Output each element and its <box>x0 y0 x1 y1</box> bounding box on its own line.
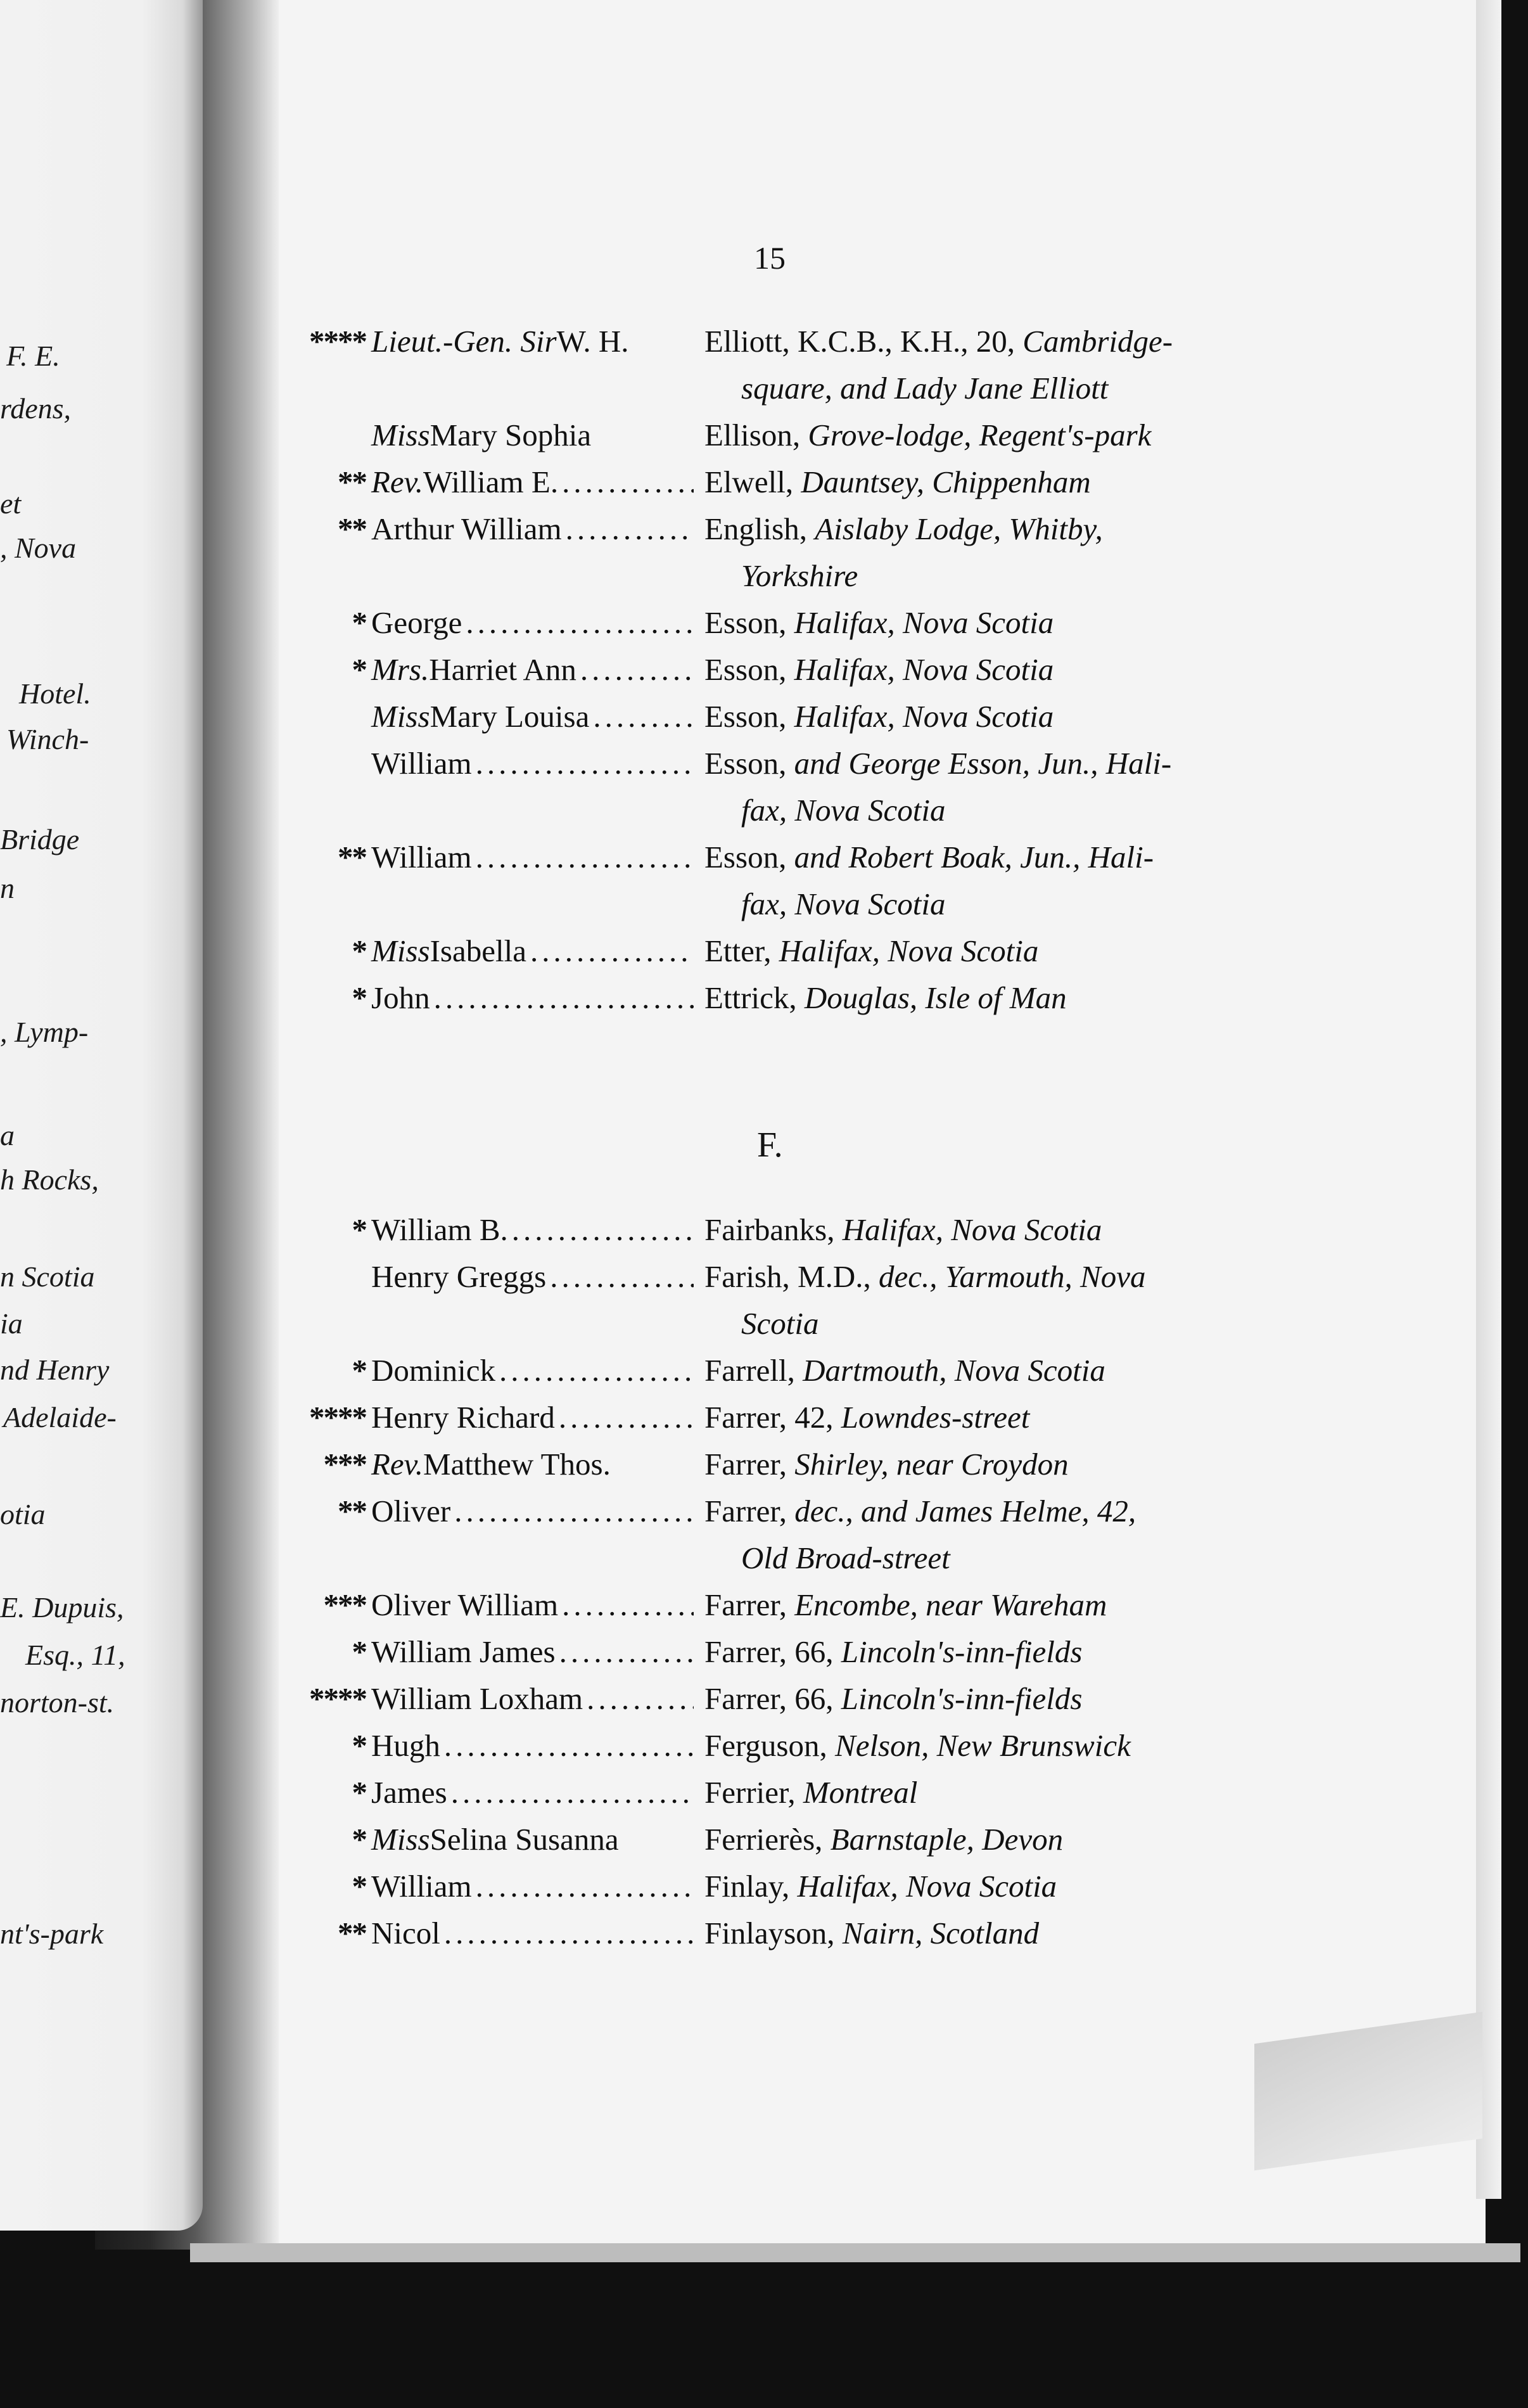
detail-italic: Halifax, Nova Scotia <box>797 1869 1057 1904</box>
subscriber-entry <box>0 1399 1528 1444</box>
surname: Ferrier, <box>704 1775 803 1810</box>
facing-fragment: F. E. <box>6 340 60 372</box>
given-name: Henry Greggs <box>371 1259 547 1294</box>
leader-dots <box>576 651 694 688</box>
entry-detail <box>704 1587 1249 1623</box>
star-marker: * <box>352 1775 366 1810</box>
continuation-text: Scotia <box>741 1306 819 1341</box>
star-marker: **** <box>309 1400 366 1435</box>
detail-italic: dec., and James Helme, 42, <box>794 1494 1136 1528</box>
facing-fragment: ia <box>0 1307 23 1340</box>
detail-italic: Aislaby Lodge, Whitby, <box>815 511 1103 546</box>
entry-name-column <box>298 1587 694 1623</box>
leader-dots <box>555 1399 694 1435</box>
surname: Farrer, <box>704 1634 795 1669</box>
entry-name-column <box>298 1493 694 1529</box>
surname: Farrer, <box>704 1494 795 1528</box>
subscriber-entry <box>0 1446 1528 1490</box>
entry-detail <box>704 1399 1249 1435</box>
entry-name-column <box>298 1681 694 1717</box>
facing-fragment: a <box>0 1119 15 1151</box>
given-name: Oliver <box>371 1494 451 1528</box>
surname: Elwell, <box>704 464 801 499</box>
entry-detail <box>704 1821 1249 1857</box>
given-name: Dominick <box>371 1353 495 1388</box>
detail-italic: Montreal <box>803 1775 918 1810</box>
entry-detail <box>704 1258 1249 1295</box>
star-marker: * <box>352 652 366 687</box>
detail-italic: Cambridge- <box>1022 324 1173 359</box>
subscriber-entry <box>0 1821 1528 1866</box>
entry-detail <box>704 745 1249 781</box>
surname: Finlay, <box>704 1869 798 1904</box>
subscriber-entry <box>0 1212 1528 1256</box>
detail-roman: 42, <box>794 1400 841 1435</box>
star-marker: * <box>352 1212 366 1247</box>
leader-dots <box>589 698 694 734</box>
entry-name-column <box>298 980 694 1016</box>
entry-detail <box>704 605 1249 641</box>
subscriber-entry <box>0 1352 1528 1397</box>
entry-detail <box>704 323 1249 359</box>
entry-name-column <box>298 323 694 359</box>
entry-name-column <box>298 933 694 969</box>
leader-dots <box>430 980 694 1016</box>
star-marker: **** <box>309 324 366 359</box>
entry-detail <box>704 698 1249 734</box>
entry-name-column <box>298 1915 694 1951</box>
detail-italic: Lincoln's-inn-fields <box>841 1634 1083 1669</box>
facing-fragment: rdens, <box>0 392 72 425</box>
leader-dots <box>472 839 694 875</box>
surname: English, <box>704 511 815 546</box>
given-name: Nicol <box>371 1916 440 1950</box>
leader-dots <box>526 933 694 969</box>
given-name: William Loxham <box>371 1681 583 1716</box>
entry-detail <box>704 980 1249 1016</box>
facing-fragment: Bridge <box>0 823 80 855</box>
star-marker: *** <box>323 1587 366 1622</box>
subscriber-entry <box>0 1868 1528 1912</box>
surname: Ferrierès, <box>704 1822 831 1857</box>
star-marker: * <box>352 1634 366 1669</box>
detail-italic: Halifax, Nova Scotia <box>779 933 1039 968</box>
entry-name-column <box>298 651 694 688</box>
given-name: Henry Richard <box>371 1400 555 1435</box>
surname: Farrer, <box>704 1681 795 1716</box>
surname: Farrer, <box>704 1447 795 1482</box>
detail-italic: and Robert Boak, Jun., Hali- <box>794 840 1154 874</box>
facing-fragment: norton-st. <box>0 1686 115 1719</box>
given-name: Selina Susanna <box>430 1822 619 1857</box>
leader-dots <box>558 1587 694 1623</box>
surname: Esson, <box>704 605 794 640</box>
facing-fragment: , Nova <box>0 532 77 564</box>
leader-dots <box>462 605 694 641</box>
subscriber-entry <box>0 1258 1528 1303</box>
detail-italic: Encombe, near Wareham <box>794 1587 1107 1622</box>
leader-dots <box>546 1258 694 1295</box>
detail-italic: Halifax, Nova Scotia <box>794 605 1054 640</box>
entry-detail <box>704 1727 1249 1764</box>
entry-name-column <box>298 745 694 781</box>
star-marker: ** <box>338 1494 366 1528</box>
given-name: George <box>371 605 462 640</box>
entry-detail <box>704 839 1249 875</box>
entry-name-column <box>298 1399 694 1435</box>
subscriber-entry <box>0 511 1528 555</box>
surname: Ferguson, <box>704 1728 836 1763</box>
surname: Esson, <box>704 840 794 874</box>
surname: Farrer, <box>704 1400 795 1435</box>
continuation-text: fax, Nova Scotia <box>741 887 946 921</box>
subscriber-entry <box>0 980 1528 1024</box>
detail-italic: Nelson, New Brunswick <box>835 1728 1131 1763</box>
star-marker: * <box>352 1728 366 1763</box>
entry-detail <box>704 464 1249 500</box>
leader-dots <box>447 1774 694 1810</box>
continuation-text: Yorkshire <box>741 558 858 593</box>
leader-dots <box>558 464 694 500</box>
leader-dots <box>556 1634 694 1670</box>
star-marker: ** <box>338 464 366 499</box>
name-title: Mrs. <box>371 652 430 687</box>
entry-detail <box>704 1352 1249 1388</box>
surname: Esson, <box>704 652 794 687</box>
leader-dots <box>440 1915 694 1951</box>
leader-dots <box>450 1493 694 1529</box>
given-name: John <box>371 980 430 1015</box>
detail-italic: Halifax, Nova Scotia <box>842 1212 1102 1247</box>
facing-fragment: h Rocks, <box>0 1163 99 1196</box>
entry-name-column <box>298 1868 694 1904</box>
subscriber-entry <box>0 933 1528 977</box>
surname: Esson, <box>704 746 794 781</box>
subscriber-entry <box>0 323 1528 368</box>
entry-detail <box>704 1868 1249 1904</box>
star-marker: * <box>352 605 366 640</box>
subscriber-entry <box>0 839 1528 883</box>
star-marker: *** <box>323 1447 366 1482</box>
leader-dots <box>562 511 694 547</box>
entry-continuation <box>741 558 858 594</box>
star-marker: * <box>352 933 366 968</box>
continuation-text: Old Broad-street <box>741 1540 950 1575</box>
entry-detail <box>704 1681 1249 1717</box>
subscriber-entry <box>0 1634 1528 1678</box>
facing-fragment: n Scotia <box>0 1260 95 1293</box>
leader-dots <box>508 1212 694 1248</box>
detail-italic: Nairn, Scotland <box>842 1916 1040 1950</box>
given-name: William E. <box>423 464 559 499</box>
entry-detail <box>704 1446 1249 1482</box>
name-title: Rev. <box>371 1447 424 1482</box>
detail-roman: K.C.B., K.H., 20, <box>798 324 1023 359</box>
facing-fragment: et <box>0 487 22 520</box>
entry-continuation <box>741 792 946 828</box>
detail-roman: 66, <box>794 1634 841 1669</box>
star-marker: * <box>352 980 366 1015</box>
entry-name-column <box>298 1212 694 1248</box>
name-title: Rev. <box>371 464 424 499</box>
entry-name-column <box>298 1634 694 1670</box>
detail-italic: dec., Yarmouth, Nova <box>878 1259 1146 1294</box>
facing-fragment: Esq., 11, <box>25 1639 125 1671</box>
given-name: Isabella <box>430 933 526 968</box>
star-marker: ** <box>338 1916 366 1950</box>
given-name: Hugh <box>371 1728 440 1763</box>
given-name: William James <box>371 1634 556 1669</box>
detail-italic: Dartmouth, Nova Scotia <box>803 1353 1105 1388</box>
entry-name-column <box>298 839 694 875</box>
subscriber-entry <box>0 1915 1528 1959</box>
subscriber-entry <box>0 651 1528 696</box>
subscriber-entry <box>0 698 1528 743</box>
facing-fragment: Winch- <box>6 723 89 755</box>
facing-fragment: Adelaide- <box>3 1401 117 1433</box>
entry-name-column <box>298 464 694 500</box>
given-name: William <box>371 1869 472 1904</box>
entry-name-column <box>298 417 694 453</box>
entry-detail <box>704 1493 1249 1529</box>
subscriber-entry <box>0 605 1528 649</box>
subscriber-entry <box>0 417 1528 461</box>
entry-continuation <box>741 1540 950 1576</box>
leader-dots <box>472 1868 694 1904</box>
entry-continuation <box>741 1305 818 1342</box>
given-name: William <box>371 840 472 874</box>
subscriber-entry <box>0 1774 1528 1819</box>
continuation-text: fax, Nova Scotia <box>741 793 946 828</box>
detail-roman: M.D., <box>798 1259 879 1294</box>
surname: Esson, <box>704 699 794 734</box>
detail-italic: Shirley, near Croydon <box>794 1447 1069 1482</box>
surname: Ettrick, <box>704 980 805 1015</box>
entry-name-column <box>298 1352 694 1388</box>
entry-name-column <box>298 1727 694 1764</box>
detail-italic: Grove-lodge, Regent's-park <box>808 418 1152 452</box>
name-title: Miss <box>371 1822 430 1857</box>
given-name: Oliver William <box>371 1587 559 1622</box>
leader-dots <box>583 1681 694 1717</box>
facing-fragment: E. Dupuis, <box>0 1591 124 1623</box>
surname: Farrer, <box>704 1587 795 1622</box>
entry-name-column <box>298 698 694 734</box>
star-marker: * <box>352 1822 366 1857</box>
given-name: Matthew Thos. <box>423 1447 611 1482</box>
detail-italic: Halifax, Nova Scotia <box>794 652 1054 687</box>
facing-fragment: , Lymp- <box>0 1016 89 1048</box>
entry-detail <box>704 933 1249 969</box>
entry-continuation <box>741 886 946 922</box>
detail-italic: Halifax, Nova Scotia <box>794 699 1054 734</box>
subscriber-entry <box>0 745 1528 790</box>
surname: Finlayson, <box>704 1916 843 1950</box>
surname: Ellison, <box>704 418 808 452</box>
star-marker: ** <box>338 840 366 874</box>
surname: Farish, <box>704 1259 798 1294</box>
given-name: W. H. <box>556 324 629 359</box>
leader-dots <box>440 1727 694 1764</box>
leader-dots <box>472 745 694 781</box>
given-name: Mary Sophia <box>430 418 592 452</box>
entry-name-column <box>298 1821 694 1857</box>
entry-detail <box>704 417 1249 453</box>
star-marker: * <box>352 1353 366 1388</box>
page-number: 15 <box>754 240 786 276</box>
surname: Elliott, <box>704 324 798 359</box>
subscriber-entry <box>0 1587 1528 1631</box>
detail-italic: Lincoln's-inn-fields <box>841 1681 1083 1716</box>
facing-fragment: nt's-park <box>0 1918 104 1950</box>
facing-fragment: n <box>0 872 15 904</box>
entry-continuation <box>741 370 1108 406</box>
subscriber-entry <box>0 464 1528 508</box>
detail-italic: Barnstaple, Devon <box>830 1822 1064 1857</box>
entry-detail <box>704 1774 1249 1810</box>
subscriber-entry <box>0 1727 1528 1772</box>
star-marker: ** <box>338 511 366 546</box>
entry-detail <box>704 1634 1249 1670</box>
given-name: Arthur William <box>371 511 562 546</box>
facing-fragment: nd Henry <box>0 1354 110 1386</box>
entry-detail <box>704 651 1249 688</box>
detail-italic: Douglas, Isle of Man <box>804 980 1067 1015</box>
detail-italic: and George Esson, Jun., Hali- <box>794 746 1172 781</box>
facing-fragment: otia <box>0 1498 46 1530</box>
detail-italic: Lowndes-street <box>841 1400 1030 1435</box>
detail-italic: Dauntsey, Chippenham <box>801 464 1091 499</box>
entry-detail <box>704 511 1249 547</box>
name-title: Miss <box>371 699 430 734</box>
surname: Farrell, <box>704 1353 803 1388</box>
surname: Etter, <box>704 933 779 968</box>
given-name: Mary Louisa <box>430 699 590 734</box>
given-name: William B. <box>371 1212 508 1247</box>
name-title: Lieut.-Gen. Sir <box>371 324 557 359</box>
star-marker: * <box>352 1869 366 1904</box>
name-title: Miss <box>371 418 430 452</box>
entry-detail <box>704 1212 1249 1248</box>
given-name: James <box>371 1775 447 1810</box>
subscriber-entry <box>0 1681 1528 1725</box>
entry-name-column <box>298 511 694 547</box>
star-marker: **** <box>309 1681 366 1716</box>
given-name: Harriet Ann <box>429 652 576 687</box>
entry-detail <box>704 1915 1249 1951</box>
facing-fragment: Hotel. <box>19 677 91 710</box>
entry-name-column <box>298 1446 694 1482</box>
section-heading: F. <box>757 1125 783 1165</box>
entry-name-column <box>298 605 694 641</box>
page-bottom-edge <box>190 2243 1520 2262</box>
given-name: William <box>371 746 472 781</box>
surname: Fairbanks, <box>704 1212 843 1247</box>
entry-name-column <box>298 1774 694 1810</box>
leader-dots <box>495 1352 694 1388</box>
continuation-text: square, and Lady Jane Elliott <box>741 371 1109 406</box>
name-title: Miss <box>371 933 430 968</box>
subscriber-entry <box>0 1493 1528 1537</box>
detail-roman: 66, <box>794 1681 841 1716</box>
entry-name-column <box>298 1258 694 1295</box>
